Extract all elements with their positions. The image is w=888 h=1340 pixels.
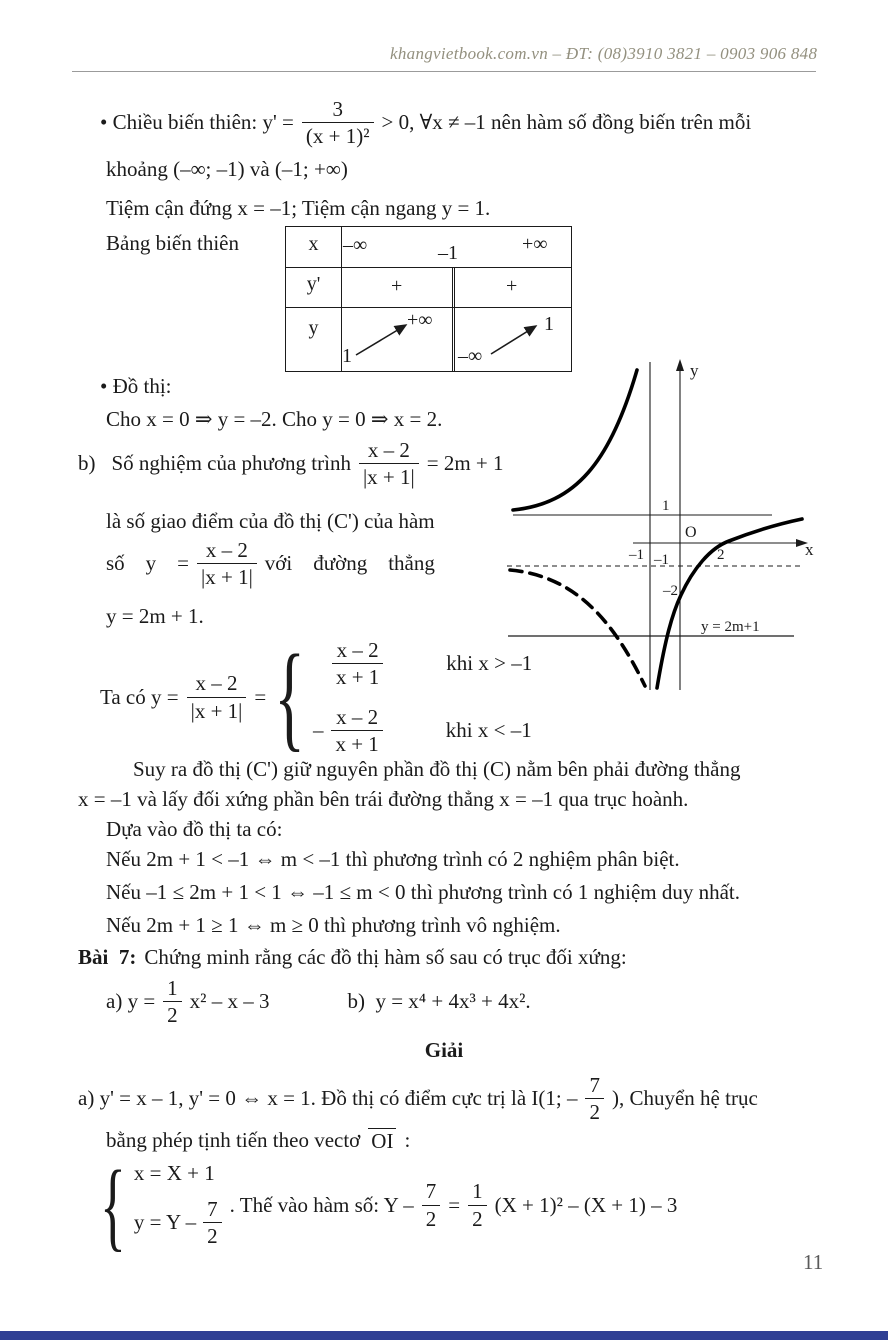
fraction-denominator: 2 — [163, 1001, 182, 1028]
fraction-abs — [187, 670, 247, 724]
b-statement-pre: Số nghiệm của phương trình — [111, 451, 351, 476]
fraction-numerator: x – 2 — [336, 705, 379, 729]
curve-reflected-branch-dashed — [510, 570, 645, 686]
bbt-x-neg-inf: –∞ — [343, 234, 368, 256]
ex7-a-post: x² – x – 3 — [189, 989, 270, 1014]
solution-line-2 — [106, 1128, 410, 1153]
case2-minus: – — [312, 718, 324, 743]
cases-brace: { — [274, 630, 305, 762]
fraction-numerator: x – 2 — [367, 438, 410, 462]
bbt-yprime-label: y' — [306, 273, 321, 295]
tick-minus2: –2 — [663, 583, 678, 599]
fraction-7-2 — [203, 1196, 222, 1250]
tick-minus1-y: –1 — [654, 552, 669, 568]
fraction-denominator: 2 — [468, 1205, 487, 1232]
bbt-y-left-bottom: 1 — [342, 345, 352, 367]
case1-condition: khi x > –1 — [446, 650, 533, 675]
bbt-sign-right: + — [506, 275, 518, 297]
line-cases — [100, 630, 533, 762]
fraction-denominator: 2 — [203, 1222, 222, 1249]
bbt-y-right-top: 1 — [544, 313, 554, 335]
conclusion-case2: Nếu –1 ≤ 2m + 1 < 1 ⇔ –1 ≤ m < 0 thì phương trình có 1 nghiệm duy nhất. — [106, 880, 741, 904]
system-equations — [134, 1161, 222, 1250]
ex7-b: b) y = x⁴ + 4x³ + 4x². — [347, 989, 531, 1014]
x-axis-label: x — [805, 540, 814, 559]
conclusion-case1: Nếu 2m + 1 < –1 ⇔ m < –1 thì phương trình có 2 nghiệm phân biệt. — [106, 847, 680, 871]
variation-table — [285, 226, 572, 372]
b-line3-post: với đường thẳng — [264, 551, 435, 576]
fraction-denominator: |x + 1| — [197, 563, 257, 590]
fraction-case2 — [331, 704, 382, 758]
exercise-7-label: Bài 7: — [78, 945, 137, 969]
curve-right-branch — [657, 519, 802, 688]
line-axis-intersections: Cho x = 0 ⇒ y = –2. Cho y = 0 ⇒ x = 2. — [106, 407, 443, 431]
fraction-half — [468, 1178, 487, 1232]
origin-label: O — [685, 524, 697, 541]
case2-condition: khi x < –1 — [445, 718, 532, 743]
header-divider — [72, 71, 816, 72]
bbt-sign-left: + — [391, 275, 403, 297]
fraction-numerator: 7 — [425, 1179, 437, 1204]
solution-system — [100, 1149, 678, 1261]
bbt-y-label: y — [308, 317, 319, 339]
ex7-a-pre: a) y = — [106, 989, 156, 1014]
monotonic-pre: • Chiều biến thiên: y' = — [100, 110, 294, 135]
bbt-x-pos-inf: +∞ — [522, 233, 548, 255]
case-row-2 — [313, 704, 532, 758]
fraction-denominator: 2 — [422, 1205, 441, 1232]
b-statement-post: = 2m + 1 — [426, 451, 504, 476]
fraction-7-2 — [585, 1072, 604, 1126]
tick-1: 1 — [662, 498, 670, 514]
fraction-denominator: |x + 1| — [359, 463, 419, 490]
tick-2: 2 — [717, 547, 725, 563]
curve-left-branch — [513, 370, 637, 510]
fraction-denominator: x + 1 — [332, 663, 383, 690]
solution-line-1 — [78, 1072, 758, 1126]
vector-OI: OI — [368, 1128, 396, 1152]
bbt-caption: Bảng biến thiên — [106, 231, 239, 255]
fraction-numerator: x – 2 — [195, 671, 238, 696]
fraction-numerator: x – 2 — [205, 538, 248, 562]
fraction-case1 — [332, 637, 383, 691]
equals-sign: = — [254, 684, 267, 709]
line-b-statement — [78, 437, 504, 491]
tick-minus1-x: –1 — [629, 547, 644, 563]
line-b-4: y = 2m + 1. — [106, 604, 204, 628]
y-axis-arrowhead — [676, 359, 684, 371]
graph-section-label: • Đồ thị: — [100, 374, 172, 398]
line-b-2: là số giao điểm của đồ thị (C') của hàm — [106, 509, 435, 533]
fraction-derivative — [302, 96, 374, 150]
bbt-x-minus1: –1 — [438, 242, 458, 264]
fraction-half — [163, 975, 182, 1029]
fraction-numerator: x – 2 — [336, 637, 379, 662]
b-line3-pre: số y = — [106, 551, 190, 576]
fraction-numerator: 7 — [589, 1073, 600, 1097]
solution-post: ), Chuyển hệ trục — [611, 1086, 758, 1111]
line-monotonic — [100, 96, 751, 150]
exercise-7-statement: Chứng minh rằng các đồ thị hàm số sau có trục đối xứng: — [144, 945, 627, 969]
bbt-x-label: x — [308, 233, 319, 255]
fraction-numerator: 7 — [207, 1196, 218, 1221]
bbt-y-left-top: +∞ — [407, 309, 433, 331]
colon: : — [404, 1128, 411, 1152]
fraction-denominator: |x + 1| — [187, 697, 247, 724]
taco-pre: Ta có y = — [100, 684, 179, 709]
line-b-3 — [106, 537, 435, 591]
header-contact-info: khangvietbook.com.vn – ĐT: (08)3910 3821 – 0903 906 848 — [390, 44, 818, 63]
conclusion-case3: Nếu 2m + 1 ≥ 1 ⇔ m ≥ 0 thì phương trình vô nghiệm. — [106, 913, 561, 937]
solution-heading: Giải — [424, 1038, 464, 1062]
system-brace: { — [100, 1149, 126, 1261]
line-2m1-label: y = 2m+1 — [701, 619, 760, 635]
cases-block — [313, 637, 532, 758]
conclusion-p2: x = –1 và lấy đối xứng phần bên trái đường thẳng x = –1 qua trục hoành. — [78, 787, 689, 811]
conclusion-p1: Suy ra đồ thị (C') giữ nguyên phần đồ thị (C) nằm bên phải đường thẳng — [133, 757, 741, 781]
function-graph — [505, 358, 820, 693]
monotonic-post: > 0, ∀x ≠ –1 nên hàm số đồng biến trên mỗi — [381, 110, 752, 135]
fraction-denominator: 2 — [585, 1098, 604, 1125]
line-asymptotes: Tiệm cận đứng x = –1; Tiệm cận ngang y = 1. — [106, 196, 491, 220]
translate-text: bằng phép tịnh tiến theo vectơ — [106, 1128, 361, 1152]
substitution-pre: . Thế vào hàm số: Y – — [229, 1192, 414, 1217]
system-eq1: x = X + 1 — [133, 1160, 215, 1185]
substitution-post: (X + 1)² – (X + 1) – 3 — [494, 1192, 678, 1217]
b-label: b) — [78, 451, 96, 476]
page-number: 11 — [803, 1250, 824, 1274]
fraction-numerator: 1 — [472, 1179, 483, 1204]
y-axis-label: y — [690, 361, 699, 380]
fraction-denominator: (x + 1)² — [302, 122, 374, 149]
fraction-7-2 — [422, 1178, 441, 1232]
bbt-y-right-bottom: –∞ — [458, 345, 483, 367]
increase-arrow-left — [356, 325, 406, 355]
equals-sign: = — [448, 1192, 461, 1217]
system-eq2-pre: y = Y – — [133, 1210, 197, 1234]
fraction-numerator: 3 — [332, 97, 343, 121]
fraction-denominator: x + 1 — [331, 730, 382, 757]
fraction-numerator: 1 — [167, 976, 178, 1000]
exercise-7 — [78, 945, 627, 970]
footer-accent-bar — [0, 1331, 888, 1340]
system-eq2 — [134, 1196, 222, 1250]
fraction-abs — [197, 537, 257, 591]
fraction-abs — [359, 437, 419, 491]
solution-pre: a) y' = x – 1, y' = 0 ⇔ x = 1. Đồ thị có điểm cực trị là I(1; – — [78, 1086, 578, 1111]
increase-arrow-right — [491, 326, 536, 354]
conclusion-p3: Dựa vào đồ thị ta có: — [106, 817, 283, 841]
exercise-7-functions — [106, 975, 531, 1029]
case-row-1 — [313, 637, 532, 691]
line-intervals: khoảng (–∞; –1) và (–1; +∞) — [106, 157, 348, 181]
